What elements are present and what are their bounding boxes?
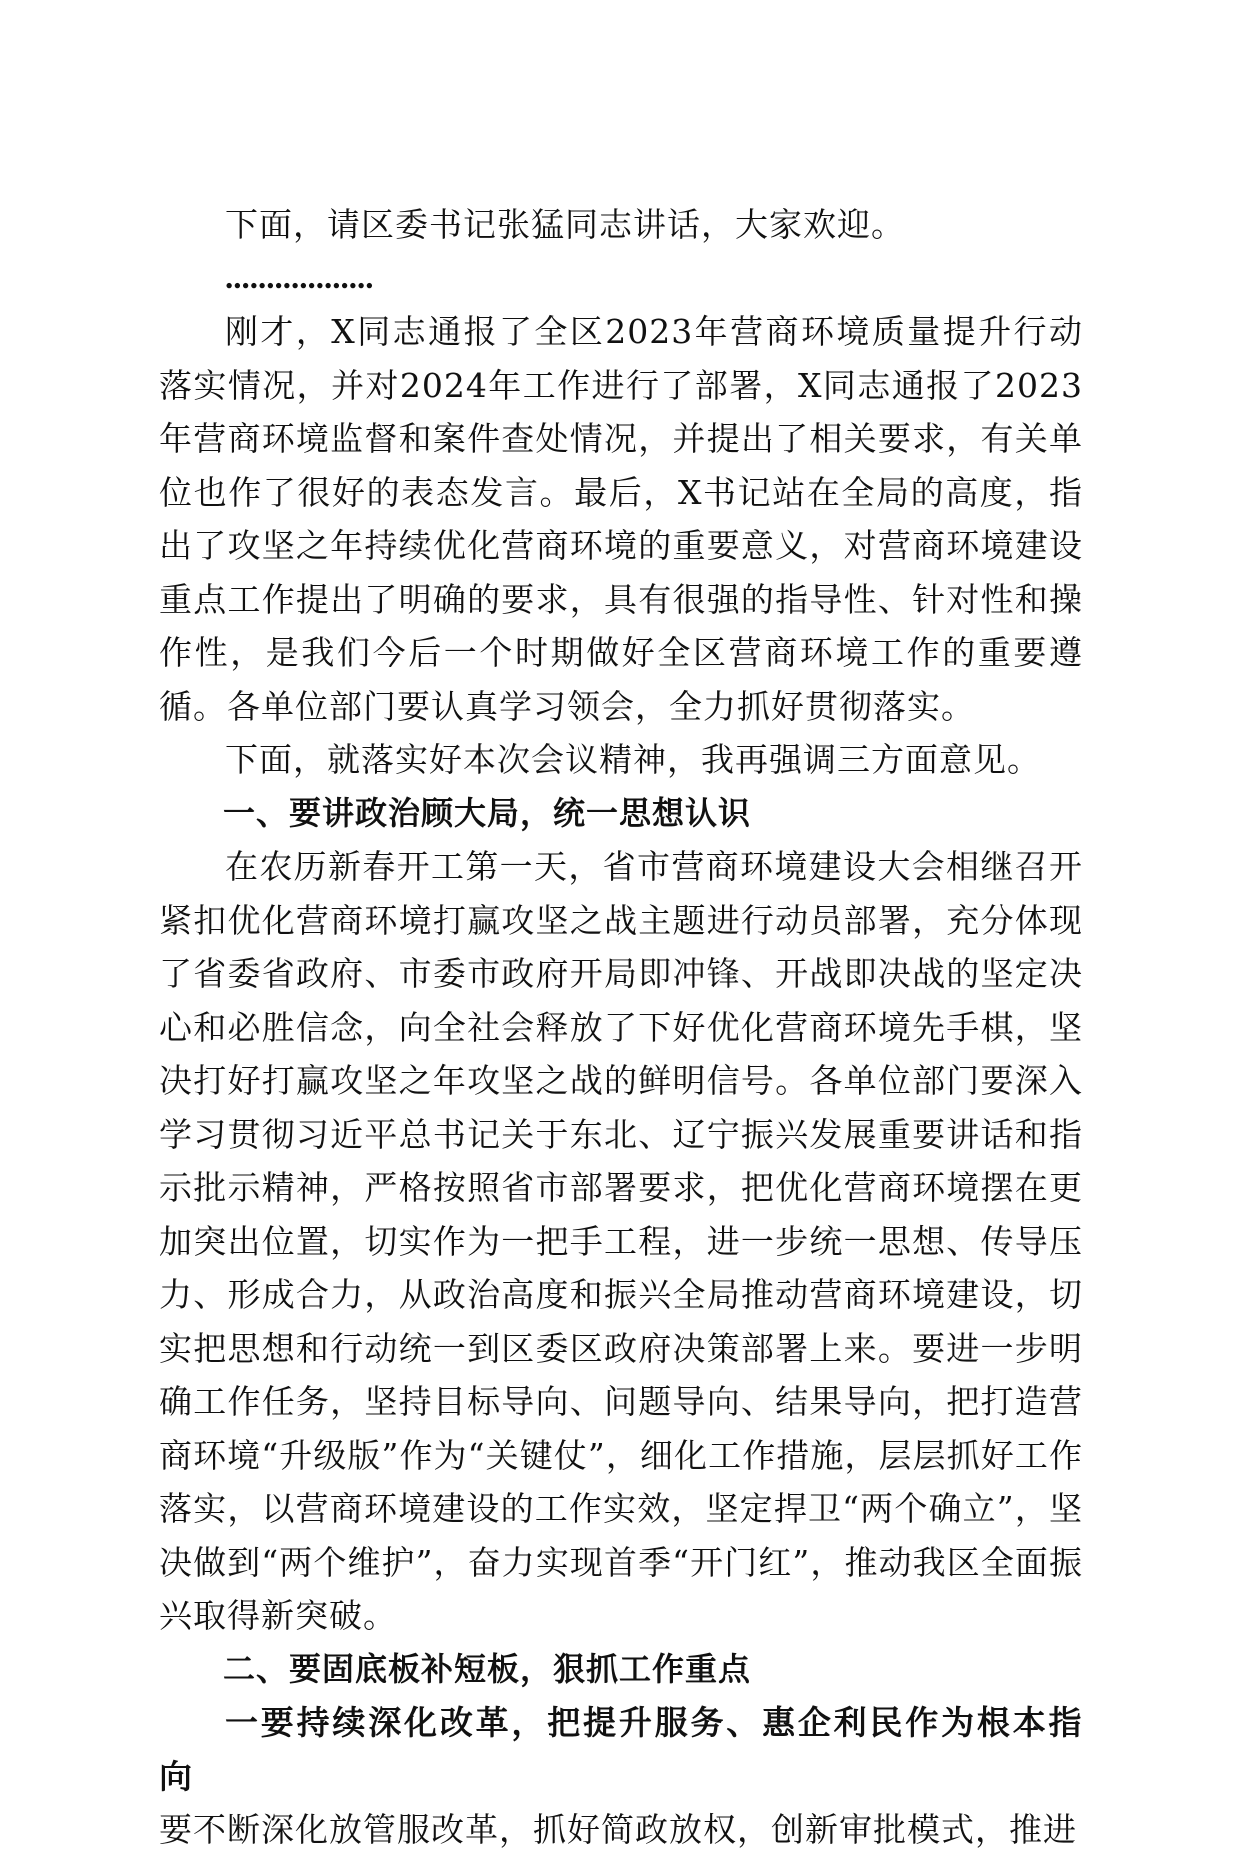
paragraph-section-2: 要不断深化放管服改革，抓好简政放权，创新审批模式，推进	[159, 1810, 1077, 1849]
ellipsis-separator: ..................	[225, 259, 374, 296]
document-body	[159, 198, 1083, 1857]
section-heading-1: 一、要讲政治顾大局，统一思想认识	[223, 793, 752, 832]
subsection-heading-1: 一要持续深化改革，把提升服务、惠企利民作为根本指向	[159, 1703, 1083, 1796]
paragraph-summary: 刚才，X同志通报了全区2023年营商环境质量提升行动落实情况，并对2024年工作进行了部署，X同志通报了2023年营商环境监督和案件查处情况，并提出了相关要求，有关单位也作了很好的表态发言。最后，X书记站在全局的高度，指出了攻坚之年持续优化营商环境的重要意义，对营商环境建设重点工作提出了明确的要求，具有很强的指导性、针对性和操作性，是我们今后一个时期做好全区营商环境工作的重要遵循。各单位部门要认真学习领会，全力抓好贯彻落实。	[159, 312, 1083, 726]
paragraph-transition: 下面，就落实好本次会议精神，我再强调三方面意见。	[225, 740, 1041, 779]
paragraph-section-1: 在农历新春开工第一天，省市营商环境建设大会相继召开紧扣优化营商环境打赢攻坚之战主题进行动员部署，充分体现了省委省政府、市委市政府开局即冲锋、开战即决战的坚定决心和必胜信念，向全社会释放了下好优化营商环境先手棋，坚决打好打赢攻坚之年攻坚之战的鲜明信号。各单位部门要深入学习贯彻习近平总书记关于东北、辽宁振兴发展重要讲话和指示批示精神，严格按照省市部署要求，把优化营商环境摆在更加突出位置，切实作为一把手工程，进一步统一思想、传导压力、形成合力，从政治高度和振兴全局推动营商环境建设，切实把思想和行动统一到区委区政府决策部署上来。要进一步明确工作任务，坚持目标导向、问题导向、结果导向，把打造营商环境“升级版”作为“关键仗”，细化工作措施，层层抓好工作落实，以营商环境建设的工作实效，坚定捍卫“两个确立”，坚决做到“两个维护”，奋力实现首季“开门红”，推动我区全面振兴取得新突破。	[159, 847, 1083, 1635]
paragraph-intro: 下面，请区委书记张猛同志讲话，大家欢迎。	[225, 205, 905, 244]
section-heading-2: 二、要固底板补短板，狠抓工作重点	[223, 1649, 752, 1688]
